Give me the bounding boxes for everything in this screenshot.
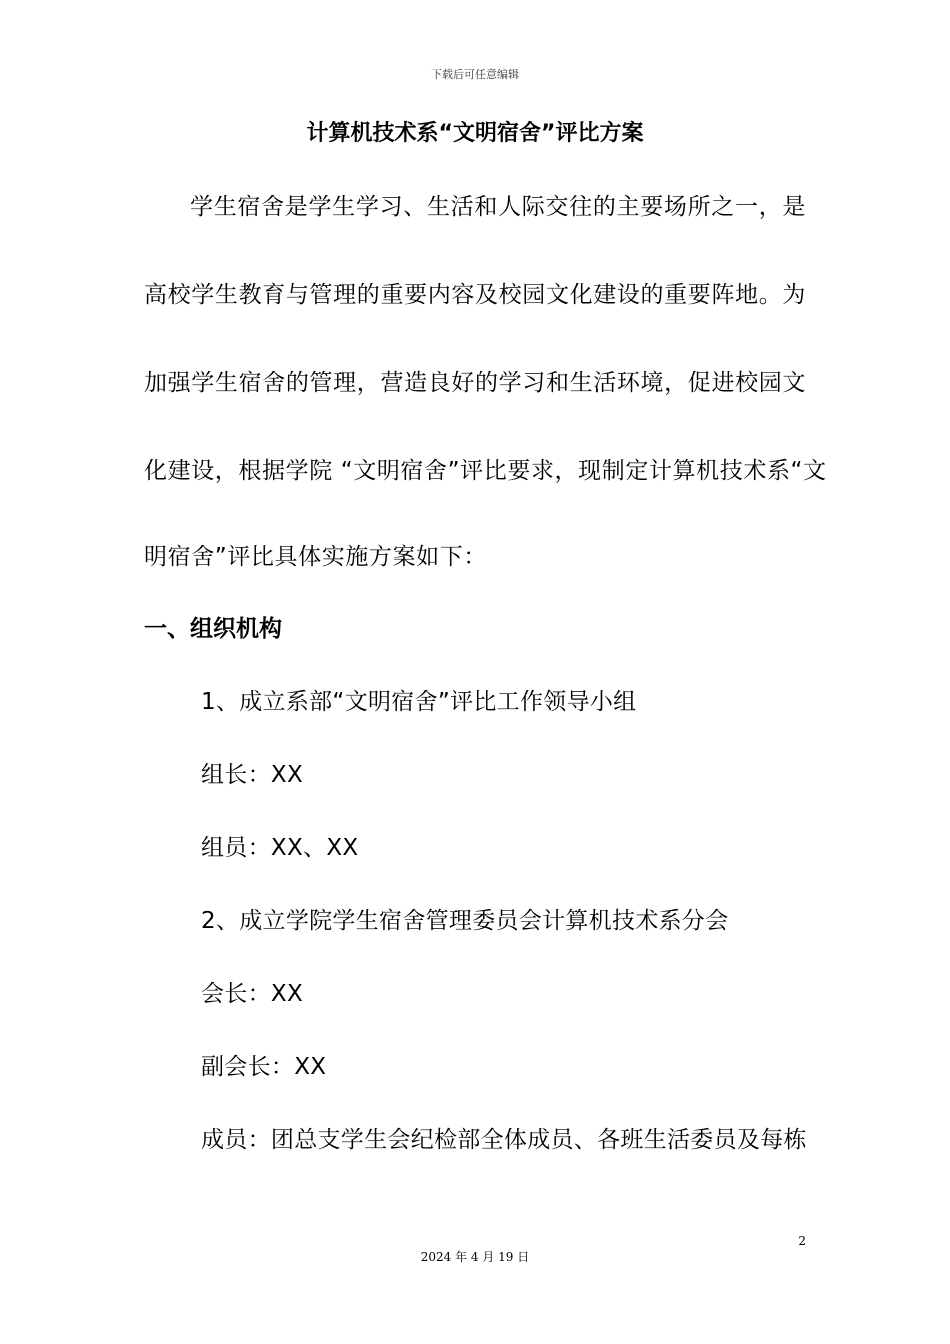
intro-line-3: 加强学生宿舍的管理，营造良好的学习和生活环境，促进校园文 [144,370,806,396]
list-item: 1、成立系部“文明宿舍”评比工作领导小组 [201,689,637,715]
section-heading-organization: 一、组织机构 [144,616,282,642]
list-item: 会长：XX [201,981,304,1007]
intro-line-1: 学生宿舍是学生学习、生活和人际交往的主要场所之一，是 [190,194,806,220]
header-note: 下载后可任意编辑 [431,68,519,81]
list-item: 组长：XX [201,762,304,788]
list-item: 副会长：XX [201,1054,327,1080]
intro-line-4: 化建设，根据学院 “文明宿舍”评比要求，现制定计算机技术系“文 [144,458,827,484]
intro-line-2: 高校学生教育与管理的重要内容及校园文化建设的重要阵地。为 [144,282,806,308]
list-item: 组员：XX、XX [201,835,359,861]
footer-date: 2024 年 4 月 19 日 [420,1250,530,1264]
page-number: 2 [798,1234,806,1248]
intro-line-5: 明宿舍”评比具体实施方案如下： [144,544,487,570]
document-title: 计算机技术系“文明宿舍”评比方案 [306,121,644,146]
list-item: 2、成立学院学生宿舍管理委员会计算机技术系分会 [201,908,729,934]
list-item: 成员：团总支学生会纪检部全体成员、各班生活委员及每栋 [201,1127,807,1153]
